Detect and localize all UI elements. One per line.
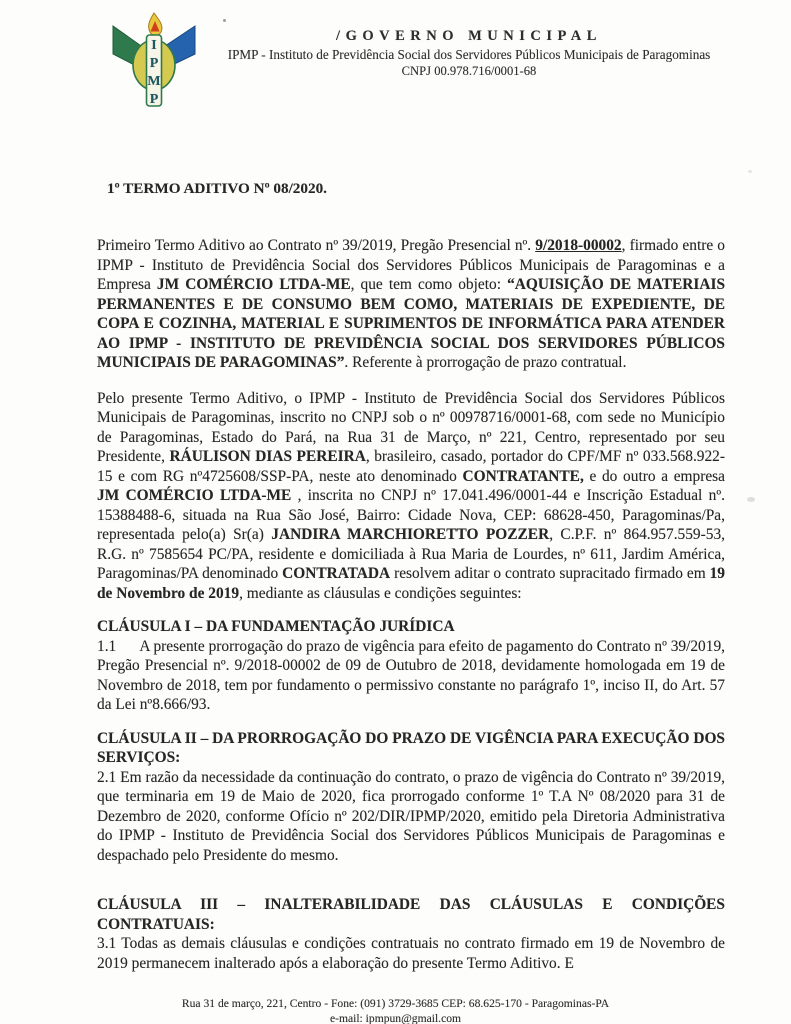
logo-letter-i: I: [151, 38, 157, 53]
footer-address: Rua 31 de março, 221, Centro - Fone: (091) 3729-3685 CEP: 68.625-170 - Paragominas-PA: [181, 997, 610, 1010]
document-header: [0, 0, 791, 118]
text-segment: 9/2018-00002: [535, 237, 622, 254]
logo-letter-m: M: [147, 74, 161, 89]
text-segment: CONTRATADA: [282, 565, 391, 582]
text-segment: 3.1 Todas as demais cláusulas e condições contratuais no contrato firmado em 19 de Novembro de 2019 permanecem inalterado após a elaboração do presente Termo Aditivo. E: [97, 935, 725, 972]
scan-artifact: [223, 19, 226, 22]
text-segment: resolvem aditar o contrato supracitado firmado em: [390, 565, 710, 582]
clause-3-body: [97, 934, 725, 973]
text-segment: JM COMÉRCIO LTDA-ME: [156, 276, 351, 293]
clause-3-heading: [97, 895, 725, 934]
logo-letter-p2: P: [149, 92, 159, 107]
text-segment: “AQUISIÇÃO DE MATERIAIS PERMANENTES E DE CONSUMO BEM COMO, MATERIAIS DE EXPEDIENTE, DE COPA E COZINHA, MATERIAL E SUPRIMENTOS DE INFORMÁTICA PARA ATENDER AO IPMP - INSTITUTO DE PREVIDÊNCIA SOCIAL DOS SERVIDORES PÚBLICOS MUNICIPAIS DE PARAGOMINAS”: [97, 276, 726, 371]
document-title: 1º TERMO ADITIVO Nº 08/2020.: [107, 180, 327, 197]
intro-paragraph: [97, 236, 725, 373]
text-segment: CONTRATANTE,: [462, 467, 584, 485]
clause-2-body: [97, 768, 725, 866]
document-body: [97, 236, 725, 973]
text-segment: JM COMÉRCIO LTDA-ME: [97, 487, 298, 504]
scan-artifact: [747, 497, 755, 502]
logo-letter-p1: P: [149, 56, 159, 71]
text-segment: CLÁUSULA III – INALTERABILIDADE DAS CLÁUSULAS E CONDIÇÕES CONTRATUAIS:: [97, 896, 725, 933]
clause-2-heading: [97, 729, 725, 768]
text-segment: 1.1 A presente prorrogação do prazo de vigência para efeito de pagamento do Contrato nº 39/2019, Pregão Presencial nº. 9/2018-00002 de 09 de Outubro de 2018, devidamente homologada em 19 de Novembro de 2018, tem por fundamento o permissivo constante no parágrafo 1º, inciso II, do Art. 57 da Lei nº8.666/93.: [97, 637, 725, 713]
text-segment: , que tem como objeto:: [350, 276, 508, 293]
text-segment: , inscrita no CNPJ nº 17.041.496/0001-44 e Inscrição Estadual nº. 15388488-6, situada na Rua São José, Bairro: Cidade Nova, CEP: 68628-450, Paragominas/Pa, representada pelo(a) Sr(a): [97, 487, 725, 543]
text-segment: 2.1 Em razão da necessidade da continuação do contrato, o prazo de vigência do Contrato nº 39/2019, que terminaria em 19 de Maio de 2020, fica prorrogado conforme 1º T.A Nº 08/2020 para 31 de Dezembro de 2020, conforme Ofício nº 202/DIR/IPMP/2020, emitido pela Diretoria Administrativa do IPMP - Instituto de Previdência Social dos Servidores Públicos Municipais de Paragominas e despachado pelo Presidente do mesmo.: [97, 768, 725, 864]
scan-artifact: [748, 170, 752, 173]
text-segment: , brasileiro, casado, portador do CPF/MF nº 033.568.922-15 e com RG nº4725608/SSP-PA, neste ato denominado: [97, 448, 726, 485]
footer-email: e-mail: ipmpun@gmail.com: [329, 1012, 462, 1024]
text-segment: e do outro a empresa: [583, 467, 725, 485]
institute-line: IPMP - Instituto de Previdência Social dos Servidores Públicos Municipais de Paragominas: [227, 47, 711, 62]
text-segment: , mediante as cláusulas e condições seguintes:: [239, 584, 522, 602]
cnpj-line: CNPJ 00.978.716/0001-68: [401, 64, 537, 78]
text-segment: CLÁUSULA I – DA FUNDAMENTAÇÃO JURÍDICA: [97, 618, 455, 635]
text-segment: Pelo presente Termo Aditivo, o IPMP - Instituto de Previdência Social dos Servidores Públicos Municipais de Paragominas, inscrito no CNPJ sob o nº 00978716/0001-68, com sede no Município de Paragominas, Estado do Pará, na Rua 31 de Março, nº 221, Centro, representado por seu Presidente,: [97, 389, 725, 465]
government-line: /GOVERNO MUNICIPAL: [336, 28, 602, 44]
document-content: [0, 180, 791, 973]
text-segment: CLÁUSULA II – DA PRORROGAÇÃO DO PRAZO DE VIGÊNCIA PARA EXECUÇÃO DOS SERVIÇOS:: [97, 729, 725, 766]
text-segment: Primeiro Termo Aditivo ao Contrato nº 39/2019, Pregão Presencial nº.: [97, 237, 536, 254]
clause-1-body: [97, 637, 725, 715]
text-segment: 19 de Novembro de 2019: [97, 565, 725, 602]
header-text: [180, 28, 758, 79]
clause-1-heading: [97, 617, 725, 637]
document-footer: [0, 996, 791, 1024]
parties-paragraph: [97, 389, 725, 604]
text-segment: JANDIRA MARCHIORETTO POZZER: [271, 526, 550, 543]
text-segment: RÁULISON DIAS PEREIRA: [169, 448, 366, 465]
text-segment: . Referente à prorrogação de prazo contratual.: [344, 354, 627, 371]
text-segment: , C.P.F. nº 864.957.559-53, R.G. nº 7585654 PC/PA, residente e domiciliada à Rua Maria de Lourdes, nº 611, Jardim América, Paragominas/PA denominado: [97, 526, 725, 582]
text-segment: , firmado entre o IPMP - Instituto de Previdência Social dos Servidores Públicos Municipais de Paragominas e a Empresa: [97, 237, 725, 293]
